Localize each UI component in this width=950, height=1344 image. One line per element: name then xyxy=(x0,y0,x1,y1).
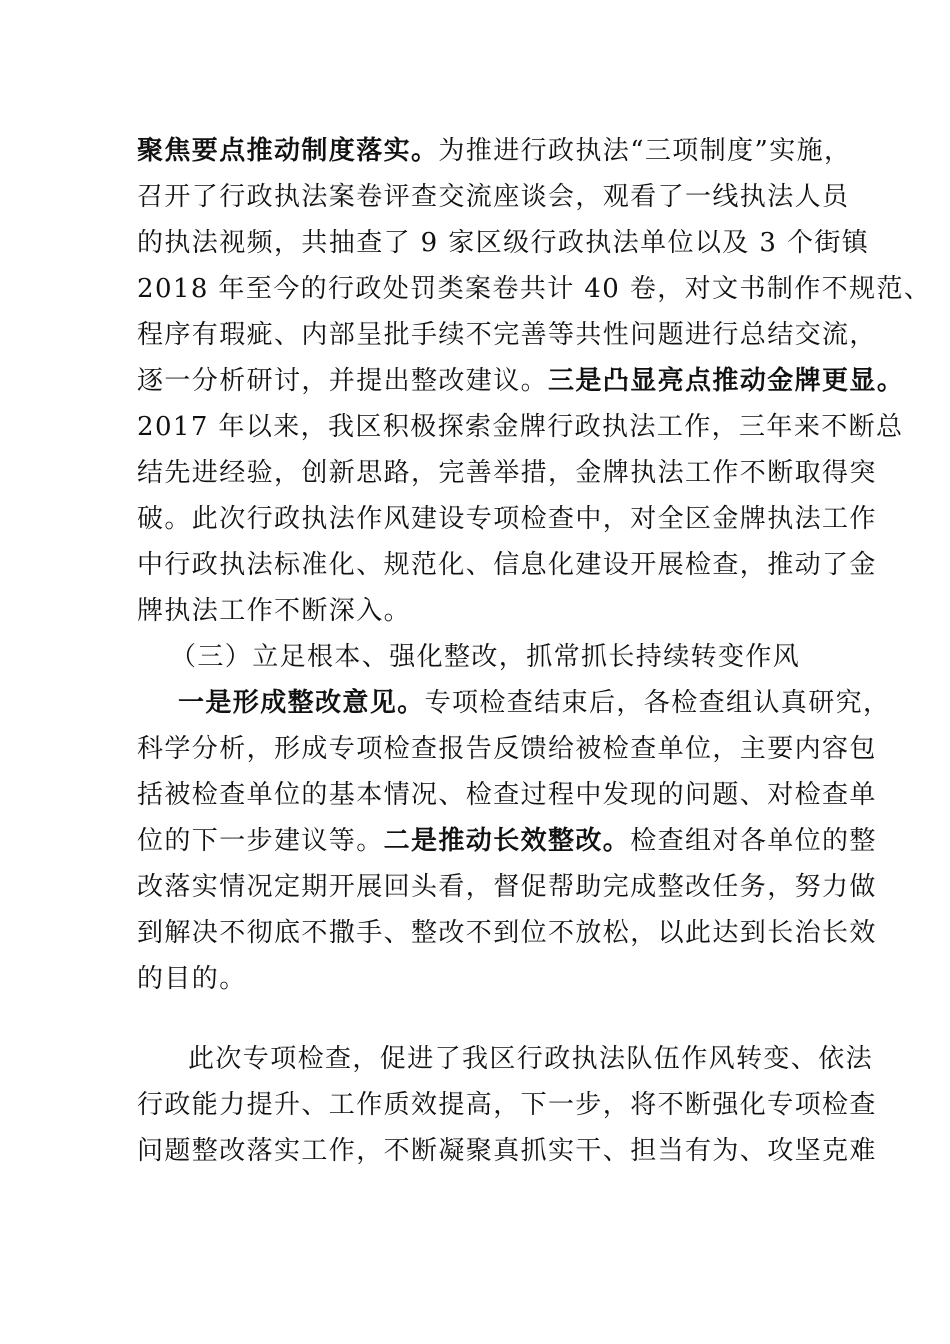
paragraph-line: 此次专项检查，促进了我区行政执法队伍作风转变、依法 xyxy=(188,1044,874,1074)
bold-heading: 二是推动长效整改。 xyxy=(383,826,631,856)
bold-heading: 一是形成整改意见。 xyxy=(178,688,425,718)
paragraph-line xyxy=(137,134,851,168)
paragraph-line: 的执法视频，共抽查了 9 家区级行政执法单位以及 3 个街镇 xyxy=(137,228,870,258)
line-text: 逐一分析研讨，并提出整改建议。 xyxy=(137,366,549,396)
paragraph-line: 中行政执法标准化、规范化、信息化建设开展检查，推动了金 xyxy=(137,550,877,580)
line-text: 为推进行政执法“三项制度”实施， xyxy=(438,136,852,166)
paragraph-line xyxy=(137,364,904,398)
paragraph-line: 破。此次行政执法作风建设专项检查中，对全区金牌执法工作 xyxy=(137,504,877,534)
paragraph-line xyxy=(178,686,890,720)
paragraph-line xyxy=(137,824,877,858)
line-text: 位的下一步建议等。 xyxy=(137,826,384,856)
line-text: 检查组对各单位的整 xyxy=(630,826,877,856)
bold-heading: 三是凸显亮点推动金牌更显。 xyxy=(548,366,905,396)
paragraph-line: 到解决不彻底不撒手、整改不到位不放松，以此达到长治长效 xyxy=(137,918,877,948)
line-text: 专项检查结束后，各检查组认真研究， xyxy=(424,688,891,718)
paragraph-line: 程序有瑕疵、内部呈批手续不完善等共性问题进行总结交流， xyxy=(137,320,877,350)
paragraph-line: 2017 年以来，我区积极探索金牌行政执法工作，三年来不断总 xyxy=(137,412,904,442)
paragraph-line: 行政能力提升、工作质效提高，下一步，将不断强化专项检查 xyxy=(137,1090,877,1120)
paragraph-line: 改落实情况定期开展回头看，督促帮助完成整改任务，努力做 xyxy=(137,872,877,902)
paragraph-line: 2018 年至今的行政处罚类案卷共计 40 卷，对文书制作不规范、 xyxy=(137,274,932,304)
section-heading: （三）立足根本、强化整改，抓常抓长持续转变作风 xyxy=(170,642,801,672)
paragraph-line: 召开了行政执法案卷评查交流座谈会，观看了一线执法人员 xyxy=(137,182,850,212)
paragraph-line: 牌执法工作不断深入。 xyxy=(137,596,412,626)
paragraph-line: 括被检查单位的基本情况、检查过程中发现的问题、对检查单 xyxy=(137,780,877,810)
paragraph-line: 结先进经验，创新思路，完善举措，金牌执法工作不断取得突 xyxy=(137,458,877,488)
bold-heading: 聚焦要点推动制度落实。 xyxy=(137,136,439,166)
paragraph-line: 问题整改落实工作，不断凝聚真抓实干、担当有为、攻坚克难 xyxy=(137,1136,877,1166)
paragraph-line: 科学分析，形成专项检查报告反馈给被检查单位，主要内容包 xyxy=(137,734,877,764)
paragraph-line: 的目的。 xyxy=(137,964,247,994)
